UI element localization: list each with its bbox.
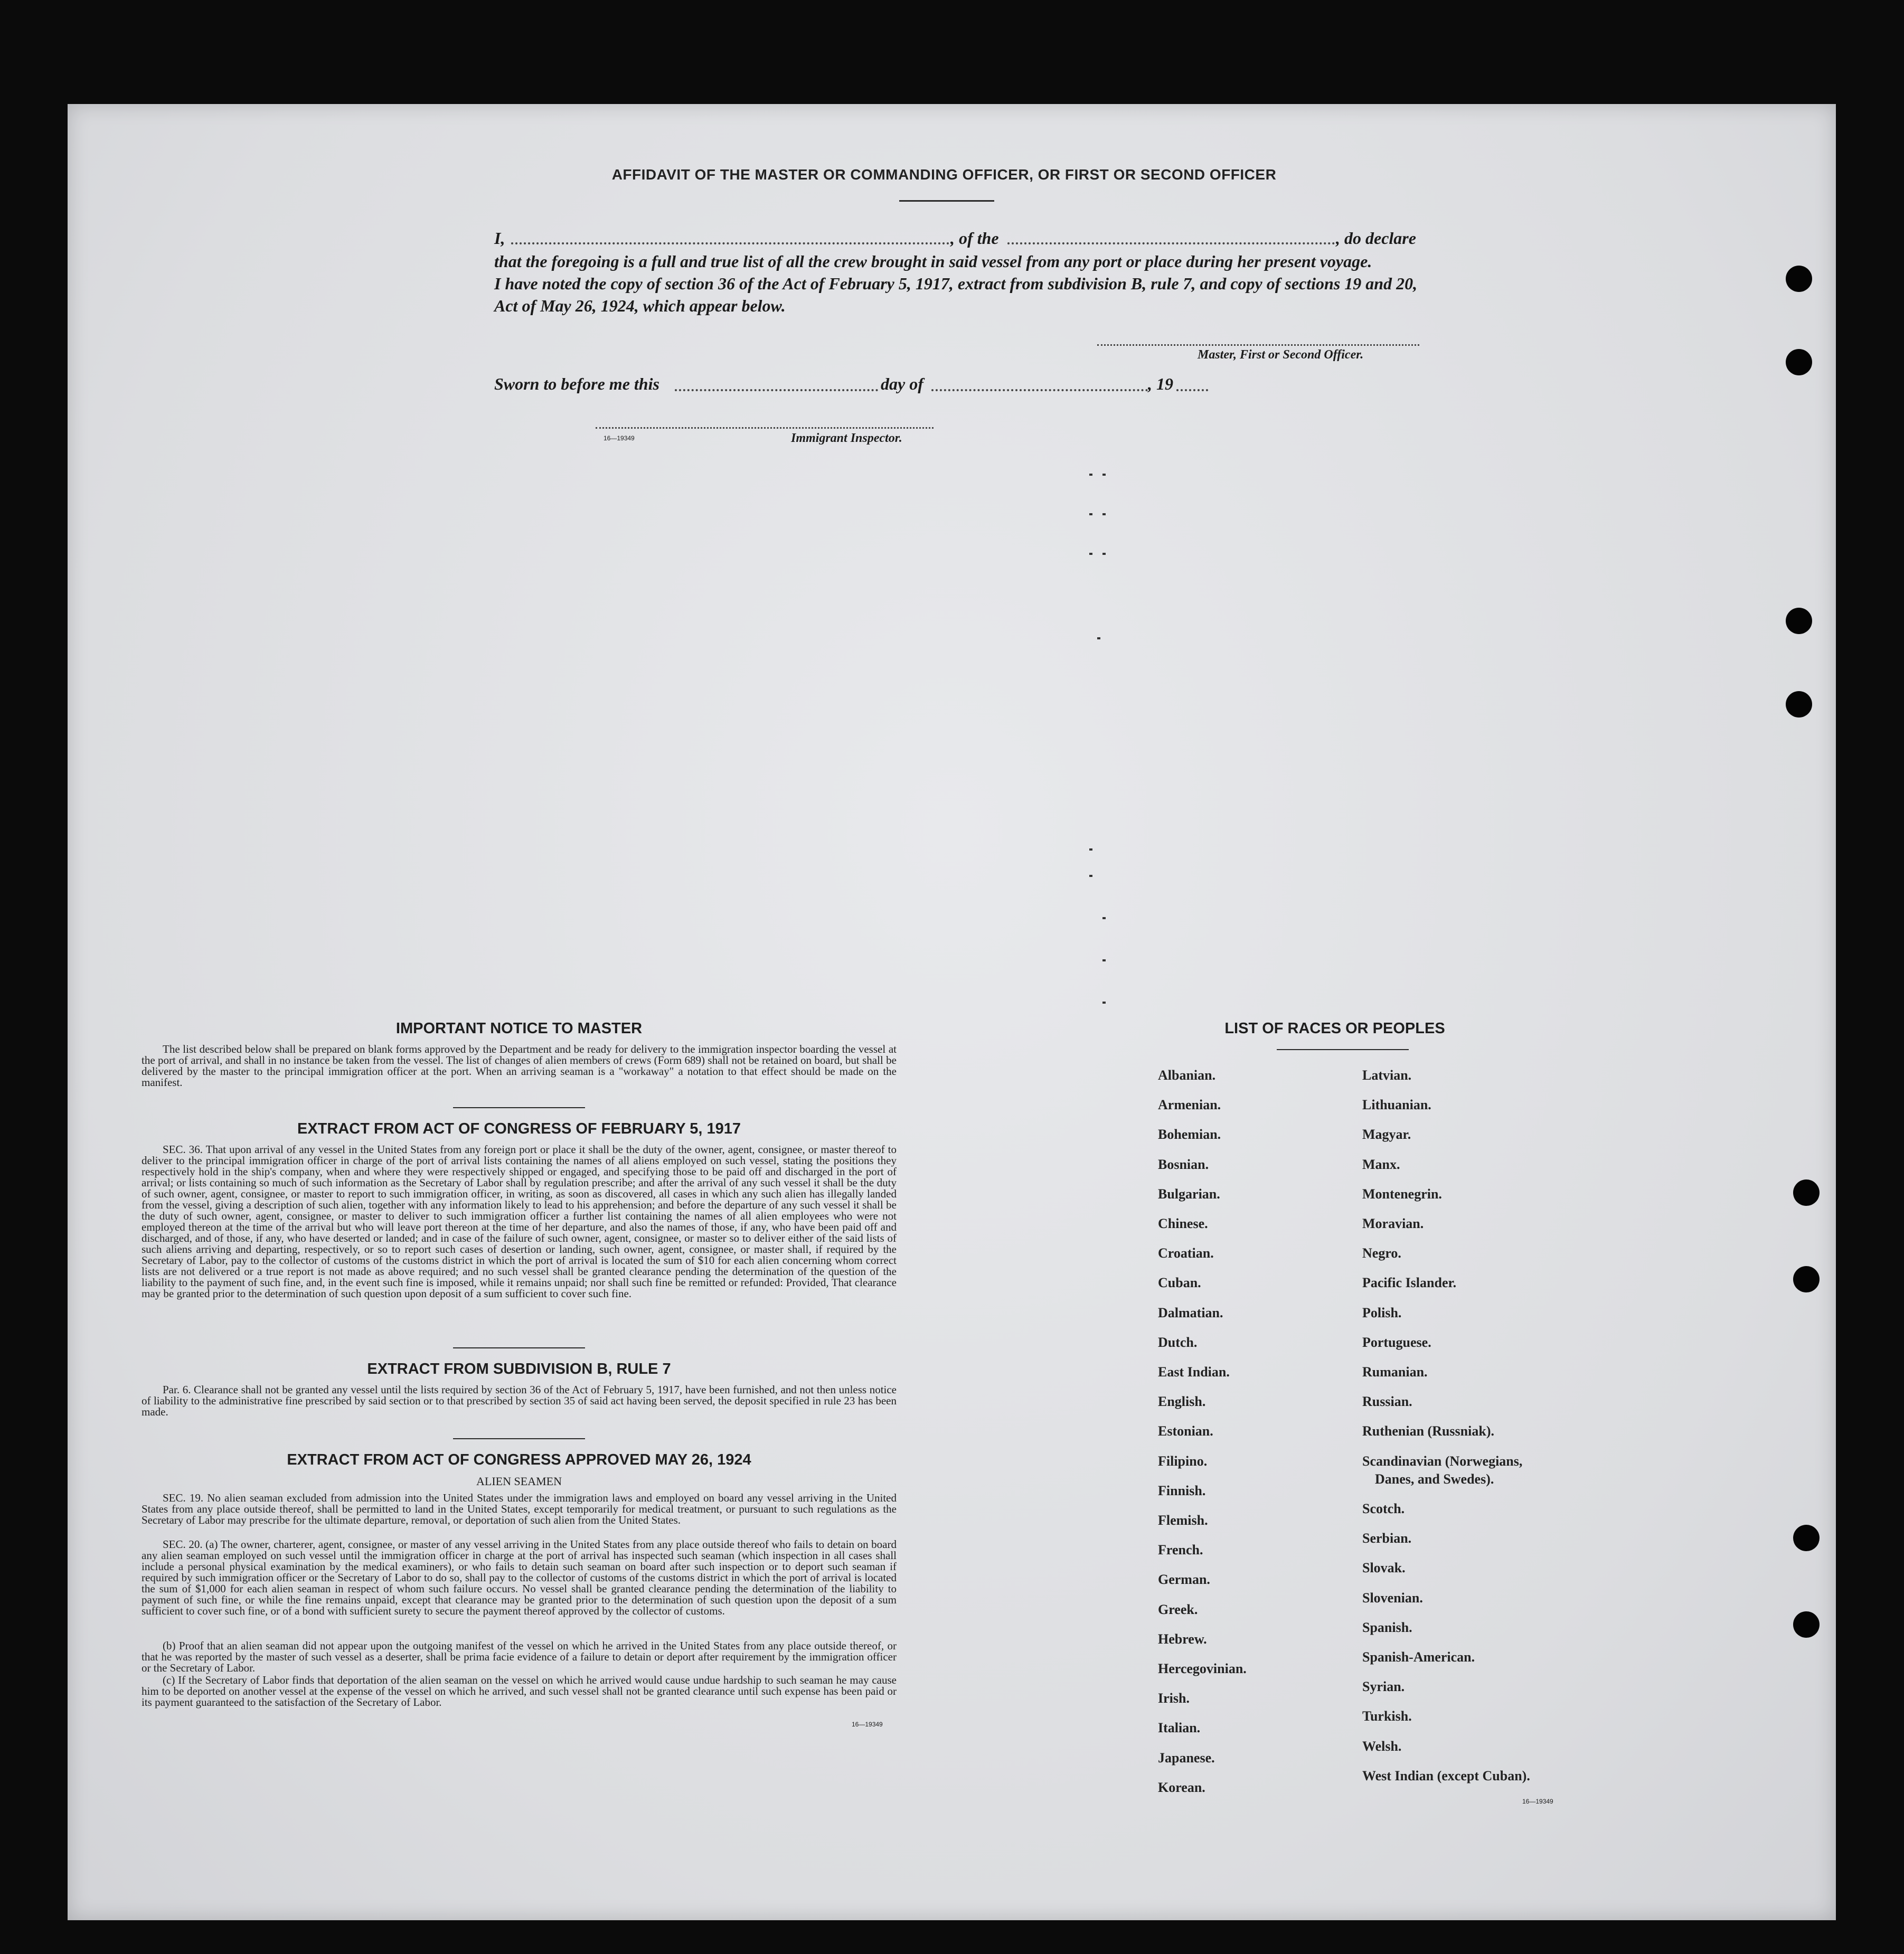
race-item: Slovenian. <box>1362 1590 1423 1606</box>
race-item: Italian. <box>1158 1720 1201 1736</box>
extract-1924-sec19: SEC. 19. No alien seaman excluded from admission into the United States under the immigration laws and employed on board any vessel arriving in the United States from any place outside thereof, shall be permitted to land in the United States, except temporarily for medical treatment, or pursuant to such regulations as the Secretary of Labor may prescribe for the ultimate departure, removal, or deportation of such alien from the United States. <box>142 1492 897 1526</box>
race-item: Dutch. <box>1158 1334 1198 1350</box>
race-item: Magyar. <box>1362 1127 1411 1143</box>
race-item: Negro. <box>1362 1245 1401 1261</box>
affidavit-vessel-blank[interactable] <box>1007 242 1335 244</box>
binder-hole <box>1793 1611 1820 1638</box>
race-item: French. <box>1158 1542 1203 1558</box>
affidavit-form-number: 16—19349 <box>604 435 635 442</box>
race-item: Turkish. <box>1362 1708 1412 1724</box>
inspector-signature-line[interactable] <box>596 427 934 429</box>
binder-hole <box>1786 266 1812 292</box>
race-item: Spanish. <box>1362 1619 1412 1635</box>
stray-mark <box>1102 553 1106 555</box>
extract-1924-subtitle: ALIEN SEAMEN <box>476 1475 562 1488</box>
extract-1924-title: EXTRACT FROM ACT OF CONGRESS APPROVED MAY 26, 1924 <box>287 1451 751 1468</box>
stray-mark <box>1102 474 1106 476</box>
race-item: Polish. <box>1362 1305 1402 1320</box>
race-item: Rumanian. <box>1362 1364 1428 1380</box>
race-item: Scotch. <box>1362 1501 1405 1516</box>
sworn-label: Sworn to before me this <box>494 374 659 393</box>
race-item: Ruthenian (Russniak). <box>1362 1423 1494 1439</box>
notice-body: The list described below shall be prepared on blank forms approved by the Department and be ready for delivery to the immigration inspector boarding the vessel at the port of arrival, and shall in no instance be taken from the vessel. The list of changes of alien members of crews (Form 689) shall not be retained on board, but shall be delivered by the master to the principal immigration officer at the port. When an arriving seaman is a "workaway" a notation to that effect should be made on the manifest. <box>142 1043 897 1089</box>
race-item: English. <box>1158 1394 1206 1410</box>
extract-rule7-body: Par. 6. Clearance shall not be granted any vessel until the lists required by section 36 of the Act of February 5, 1917, have been furnished, and not then unless notice of liability to the administrative fine prescribed by said section or to that prescribed by section 35 of said act having been served, the deposit specified in rule 23 has been made. <box>142 1383 897 1418</box>
race-item: Hercegovinian. <box>1158 1661 1247 1676</box>
stray-mark <box>1097 637 1100 639</box>
sworn-year-blank[interactable] <box>1176 389 1208 391</box>
affidavit-line-4: Act of May 26, 1924, which appear below. <box>494 296 786 315</box>
races-form-number: 16—19349 <box>1522 1798 1553 1805</box>
stray-mark <box>1089 848 1092 851</box>
race-item: Bohemian. <box>1158 1127 1221 1143</box>
stray-mark <box>1089 875 1092 877</box>
race-item: West Indian (except Cuban). <box>1362 1768 1530 1783</box>
extract-form-number: 16—19349 <box>852 1721 883 1728</box>
race-item: Russian. <box>1362 1394 1412 1410</box>
stray-mark <box>1102 513 1106 515</box>
race-item: Pacific Islander. <box>1362 1275 1457 1291</box>
binder-hole <box>1786 608 1812 634</box>
affidavit-line-3: I have noted the copy of section 36 of the Act of February 5, 1917, extract from subdivision B, rule 7, and copy of sections 19 and 20, <box>494 274 1418 293</box>
stray-mark <box>1089 474 1092 476</box>
race-item: Montenegrin. <box>1362 1186 1442 1202</box>
race-item: Bulgarian. <box>1158 1186 1220 1202</box>
race-item: Dalmatian. <box>1158 1305 1223 1320</box>
race-item: Greek. <box>1158 1601 1198 1617</box>
race-item: Welsh. <box>1362 1738 1402 1754</box>
race-item: Manx. <box>1362 1156 1400 1172</box>
race-item: Flemish. <box>1158 1513 1208 1528</box>
race-item: Portuguese. <box>1362 1334 1431 1350</box>
race-item: Danes, and Swedes). <box>1375 1471 1494 1487</box>
affidavit-name-blank[interactable] <box>511 242 949 244</box>
race-item: Slovak. <box>1362 1560 1406 1576</box>
race-item: Scandinavian (Norwegians, <box>1362 1453 1523 1469</box>
inspector-caption: Immigrant Inspector. <box>791 431 902 445</box>
race-item: German. <box>1158 1572 1210 1588</box>
stray-mark <box>1102 959 1106 961</box>
race-item: Hebrew. <box>1158 1631 1207 1647</box>
notice-title: IMPORTANT NOTICE TO MASTER <box>395 1020 643 1037</box>
day-of-label: day of <box>881 374 923 393</box>
extract-1917-title: EXTRACT FROM ACT OF CONGRESS OF FEBRUARY 5, 1917 <box>297 1120 741 1137</box>
stray-mark <box>1089 553 1092 555</box>
divider-3 <box>453 1438 585 1439</box>
affidavit-i: I, <box>494 229 505 248</box>
extract-1917-body: SEC. 36. That upon arrival of any vessel in the United States from any foreign port or place it shall be the duty of the owner, agent, consignee, or master thereof to deliver to the principal immigration officer in charge of the port of arrival lists containing the names of all aliens employed on such vessel, stating the positions they respectively hold in the ship's company, when and where they were respectively shipped or engaged, and specifying those to be paid off and discharged in the port of arrival; or lists containing so much of such information as the Secretary of Labor shall by regulation prescribe; and after the arrival of any such vessel it shall be the duty of such owner, agent, consignee, or master to report to such immigration officer, in writing, as soon as discovered, all cases in which any such alien has illegally landed from the vessel, giving a description of such alien, together with any information likely to lead to his apprehension; and before the departure of any such vessel it shall be the duty of such owner, agent, consignee, or master to deliver to such immigration officer a further list containing the names of all alien employees who were not employed thereon at the time of the arrival but who will leave port thereon at the time of her departure, and also the names of those, if any, who have been paid off and discharged, and of those, if any, who have deserted or landed; and in case of the failure of such owner, agent, consignee, or master so to deliver either of the said lists of such aliens arriving and departing, respectively, or so to report such cases of desertion or landing, such owner, agent, consignee, or master shall, if required by the Secretary of Labor, pay to the collector of customs of the customs district in which the port of arrival is located the sum of $10 for each alien concerning whom correct lists are not delivered or a true report is not made as above required; and no such vessel shall be granted clearance pending the determination of the question of the liability to the payment of such fine, and, in the event such fine is imposed, while it remains unpaid; nor shall such fine be remitted or refunded: Provided, That clearance may be granted prior to the determination of such question upon deposit of a sum sufficient to cover such fine. <box>142 1143 897 1300</box>
affidavit-do-declare: , do declare <box>1336 229 1416 248</box>
race-item: Albanian. <box>1158 1068 1216 1083</box>
stray-mark <box>1102 1002 1106 1004</box>
races-title: LIST OF RACES OR PEOPLES <box>1224 1020 1445 1037</box>
race-item: Japanese. <box>1158 1750 1215 1766</box>
race-item: Latvian. <box>1362 1068 1412 1083</box>
divider-2 <box>453 1347 585 1348</box>
stray-mark <box>1089 513 1092 515</box>
race-item: East Indian. <box>1158 1364 1230 1380</box>
race-item: Spanish-American. <box>1362 1649 1475 1665</box>
sworn-year: , 19 <box>1148 374 1173 393</box>
race-item: Syrian. <box>1362 1679 1405 1695</box>
race-item: Armenian. <box>1158 1097 1221 1113</box>
race-item: Irish. <box>1158 1691 1190 1706</box>
sworn-month-blank[interactable] <box>931 389 1148 391</box>
binder-hole <box>1793 1525 1820 1551</box>
race-item: Estonian. <box>1158 1423 1213 1439</box>
race-item: Croatian. <box>1158 1245 1214 1261</box>
master-signature-caption: Master, First or Second Officer. <box>1198 348 1364 362</box>
binder-hole <box>1793 1266 1820 1292</box>
extract-1924-sec20c: (c) If the Secretary of Labor finds that deportation of the alien seaman on the vessel on which he arrived would cause undue hardship to such seaman he may cause him to be deported on another vessel at the expense of the vessel on which he arrived, and such vessel shall not be granted clearance until such expense has been paid or its payment guaranteed to the satisfaction of the Secretary of Labor. <box>142 1674 897 1708</box>
race-item: Chinese. <box>1158 1216 1208 1231</box>
binder-hole <box>1793 1179 1820 1206</box>
race-item: Serbian. <box>1362 1531 1412 1546</box>
race-item: Cuban. <box>1158 1275 1201 1291</box>
extract-rule7-title: EXTRACT FROM SUBDIVISION B, RULE 7 <box>367 1361 671 1377</box>
affidavit-line-2: that the foregoing is a full and true list of all the crew brought in said vessel from any port or place during her present voyage. <box>494 252 1372 271</box>
affidavit-of-the: , of the <box>950 229 999 248</box>
race-item: Finnish. <box>1158 1483 1206 1498</box>
race-item: Filipino. <box>1158 1453 1208 1469</box>
affidavit-title-rule <box>899 200 994 202</box>
divider-1 <box>453 1107 585 1108</box>
extract-1924-sec20b: (b) Proof that an alien seaman did not appear upon the outgoing manifest of the vessel on which he arrived in the United States from any place outside thereof, or that he was reported by the master of such vessel as a deserter, shall be prima facie evidence of a failure to detain or deport after requirement by the immigration officer or the Secretary of Labor. <box>142 1639 897 1674</box>
extract-1924-sec20a: SEC. 20. (a) The owner, charterer, agent, consignee, or master of any vessel arriving in the United States from any place outside thereof who fails to detain on board any alien seaman employed on such vessel until the immigration officer in charge at the port of arrival has inspected such seaman (which inspection in all cases shall include a personal physical examination by the medical examiners), or who fails to detain such seaman on board after such inspection or to deport such seaman if required by such immigration officer or the Secretary of Labor to do so, shall pay to the collector of customs of the customs district in which the port of arrival is located the sum of $1,000 for each alien seaman in respect of whom such failure occurs. No vessel shall be granted clearance pending the determination of the liability to payment of such fine, or while the fine remains unpaid, except that clearance may be granted prior to the determination of such question upon the deposit of a sum sufficient to cover such fine, or of a bond with sufficient surety to secure the payment thereof approved by the collector of customs. <box>142 1538 897 1617</box>
race-item: Moravian. <box>1362 1216 1424 1231</box>
affidavit-title: AFFIDAVIT OF THE MASTER OR COMMANDING OFFICER, OR FIRST OR SECOND OFFICER <box>611 166 1277 183</box>
sworn-day-blank[interactable] <box>675 389 878 391</box>
race-item: Korean. <box>1158 1779 1205 1795</box>
binder-hole <box>1786 349 1812 375</box>
master-signature-line[interactable] <box>1097 344 1419 346</box>
race-item: Lithuanian. <box>1362 1097 1431 1113</box>
binder-hole <box>1786 691 1812 718</box>
form-sheet <box>68 104 1836 1920</box>
races-title-rule <box>1277 1049 1409 1050</box>
stray-mark <box>1102 917 1106 919</box>
race-item: Bosnian. <box>1158 1156 1209 1172</box>
